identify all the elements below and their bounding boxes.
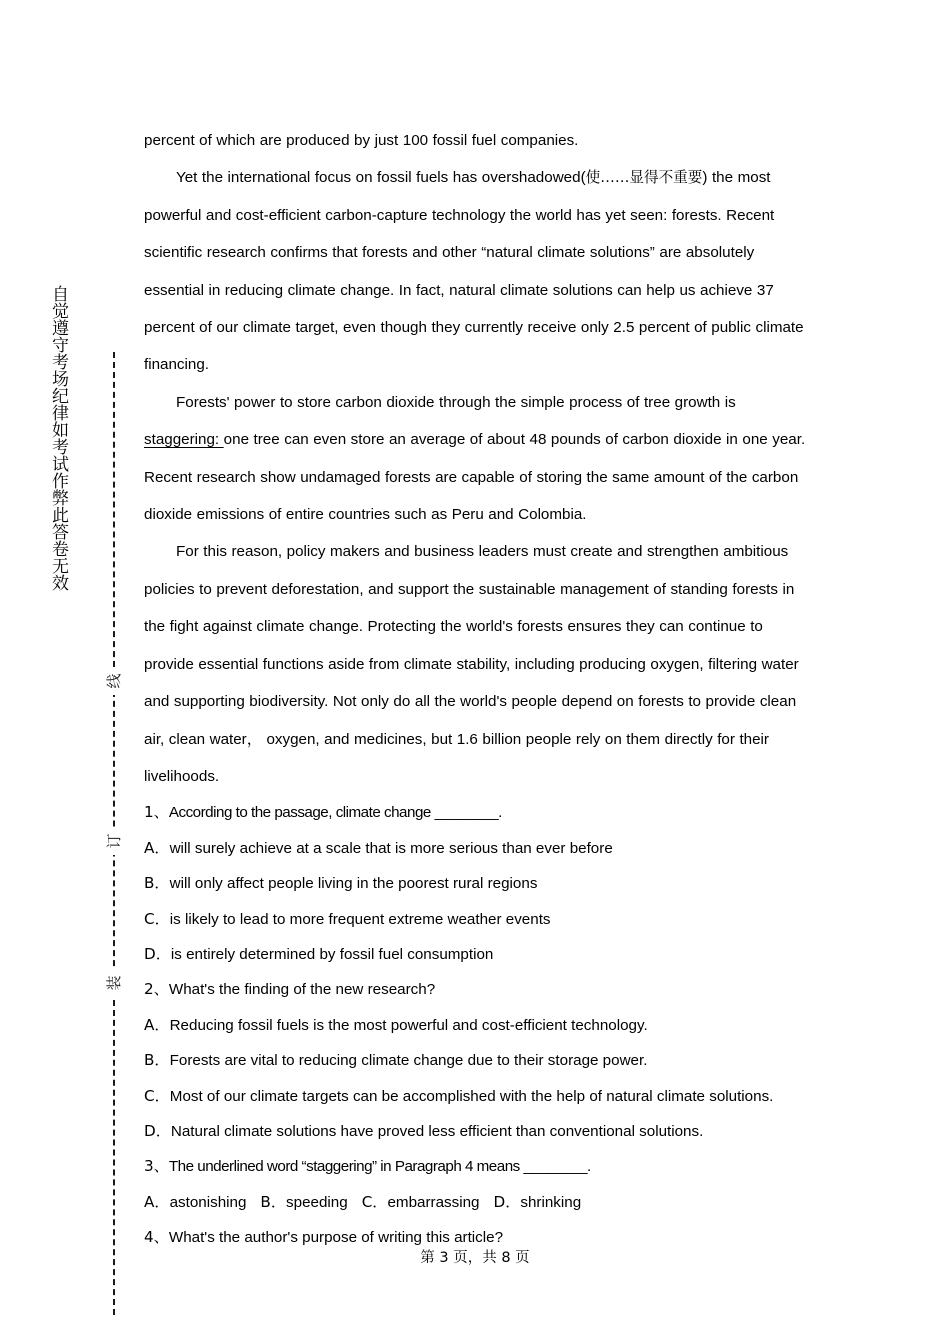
question-3-options-row xyxy=(144,1185,808,1220)
passage-paragraph-2-chinese-gloss: 使……显得不重要 xyxy=(585,169,703,187)
question-3-option-b-text: speeding xyxy=(286,1193,348,1211)
question-2-option-a-text: Reducing fossil fuels is the most powerful and cost-efficient technology. xyxy=(169,1016,648,1034)
question-1-option-b[interactable] xyxy=(144,866,808,901)
question-3-option-c-letter: C． xyxy=(361,1192,388,1211)
question-1-option-c-letter: C． xyxy=(144,909,170,928)
passage-paragraph-3 xyxy=(144,384,808,534)
question-1-option-c-text: is likely to lead to more frequent extreme weather events xyxy=(169,910,551,928)
question-3-stem xyxy=(144,1149,808,1184)
exam-notice-vertical-text: 自觉遵守考场纪律如考试作弊此答卷无效 xyxy=(49,285,68,591)
passage-paragraph-2 xyxy=(144,159,808,383)
question-1-option-b-letter: B． xyxy=(144,874,170,893)
passage-paragraph-3-text-before: Forests' power to store carbon dioxide through the simple process of tree growth is xyxy=(176,393,736,411)
question-2-option-d-text: Natural climate solutions have proved less efficient than conventional solutions. xyxy=(170,1122,704,1140)
question-2-stem xyxy=(144,972,808,1007)
question-3-stem-text: The underlined word “staggering” in Paragraph 4 means ________. xyxy=(168,1158,591,1176)
question-3-option-b[interactable] xyxy=(260,1194,347,1211)
question-1-option-a[interactable] xyxy=(144,831,808,866)
question-1-option-d[interactable] xyxy=(144,937,808,972)
question-3-option-d-letter: D． xyxy=(493,1192,521,1211)
question-4-stem-text: What's the author's purpose of writing this article? xyxy=(168,1229,504,1247)
question-1-option-d-letter: D． xyxy=(144,944,171,963)
question-3-option-c[interactable] xyxy=(362,1194,480,1211)
question-3-option-b-letter: B． xyxy=(260,1192,287,1211)
question-1-stem-text: According to the passage, climate change ________. xyxy=(168,804,502,822)
document-body xyxy=(144,122,808,1256)
question-3-option-d-text: shrinking xyxy=(520,1193,582,1211)
question-3-option-a-letter: A． xyxy=(144,1192,170,1211)
question-2-option-c[interactable] xyxy=(144,1079,808,1114)
question-3-option-d[interactable] xyxy=(494,1194,582,1211)
passage-paragraph-3-text-after: one tree can even store an average of about 48 pounds of carbon dioxide in one year. Recent research show undamaged forests are capable of storing the same amount of the carbon dioxide emissions of entire countries such as Peru and Colombia. xyxy=(144,431,806,524)
question-2-option-a[interactable] xyxy=(144,1008,808,1043)
question-2-option-c-text: Most of our climate targets can be accomplished with the help of natural climate solutions. xyxy=(169,1087,774,1105)
question-2-option-d-letter: D． xyxy=(144,1121,171,1140)
binding-line-char-2: 装 xyxy=(100,969,130,997)
question-1-option-a-letter: A． xyxy=(144,838,170,857)
passage-paragraph-1 xyxy=(144,122,808,159)
passage-paragraph-2-text-after: ) the most powerful and cost-efficient carbon-capture technology the world has yet seen: forests. Recent scientific research confirms that forests and other “natural climate solutions” are absolutely essential in reducing climate change. In fact, natural climate solutions can help us achieve 37 percent of our climate target, even though they currently receive only 2.5 percent of public climate financing. xyxy=(144,169,804,374)
question-1-stem xyxy=(144,795,808,830)
question-3-number: 3、 xyxy=(144,1157,169,1176)
question-2-option-d[interactable] xyxy=(144,1114,808,1149)
question-1-number: 1、 xyxy=(144,803,169,822)
question-2-stem-text: What's the finding of the new research? xyxy=(168,981,436,999)
question-2-option-b[interactable] xyxy=(144,1043,808,1078)
question-3-option-a[interactable] xyxy=(144,1194,246,1211)
question-3-option-a-text: astonishing xyxy=(169,1193,247,1211)
question-2-option-b-letter: B． xyxy=(144,1051,170,1070)
question-2-option-c-letter: C． xyxy=(144,1086,170,1105)
question-1-option-b-text: will only affect people living in the poorest rural regions xyxy=(169,875,538,893)
passage-paragraph-1-text: percent of which are produced by just 100 fossil fuel companies. xyxy=(144,132,579,149)
question-1-option-c[interactable] xyxy=(144,902,808,937)
question-3-option-c-text: embarrassing xyxy=(387,1193,480,1211)
page-footer: 第 3 页，共 8 页 xyxy=(420,1250,530,1266)
passage-paragraph-4 xyxy=(144,533,808,795)
question-2-number: 2、 xyxy=(144,980,169,999)
question-1-option-a-text: will surely achieve at a scale that is more serious than ever before xyxy=(169,839,613,857)
binding-line-char-0: 线 xyxy=(100,667,130,695)
question-2-option-a-letter: A． xyxy=(144,1015,170,1034)
question-2-option-b-text: Forests are vital to reducing climate change due to their storage power. xyxy=(169,1052,648,1070)
question-4-number: 4、 xyxy=(144,1228,169,1247)
binding-line-char-1: 订 xyxy=(100,827,130,855)
passage-paragraph-2-text-before: Yet the international focus on fossil fuels has overshadowed( xyxy=(176,169,586,187)
questions-section xyxy=(144,795,808,1255)
question-1-option-d-text: is entirely determined by fossil fuel consumption xyxy=(170,945,494,963)
passage-paragraph-4-text: For this reason, policy makers and business leaders must create and strengthen ambitious policies to prevent deforestation, and support the sustainable management of standing forests in the fight against climate change. Protecting the world's forests ensures they can continue to provide essential functions aside from climate stability, including producing oxygen, filtering water and supporting biodiversity. Not only do all the world's people depend on forests to provide clean air, clean water， oxygen, and medicines, but 1.6 billion people rely on them directly for their livelihoods. xyxy=(144,543,799,785)
underlined-word-staggering: staggering: xyxy=(144,431,224,449)
